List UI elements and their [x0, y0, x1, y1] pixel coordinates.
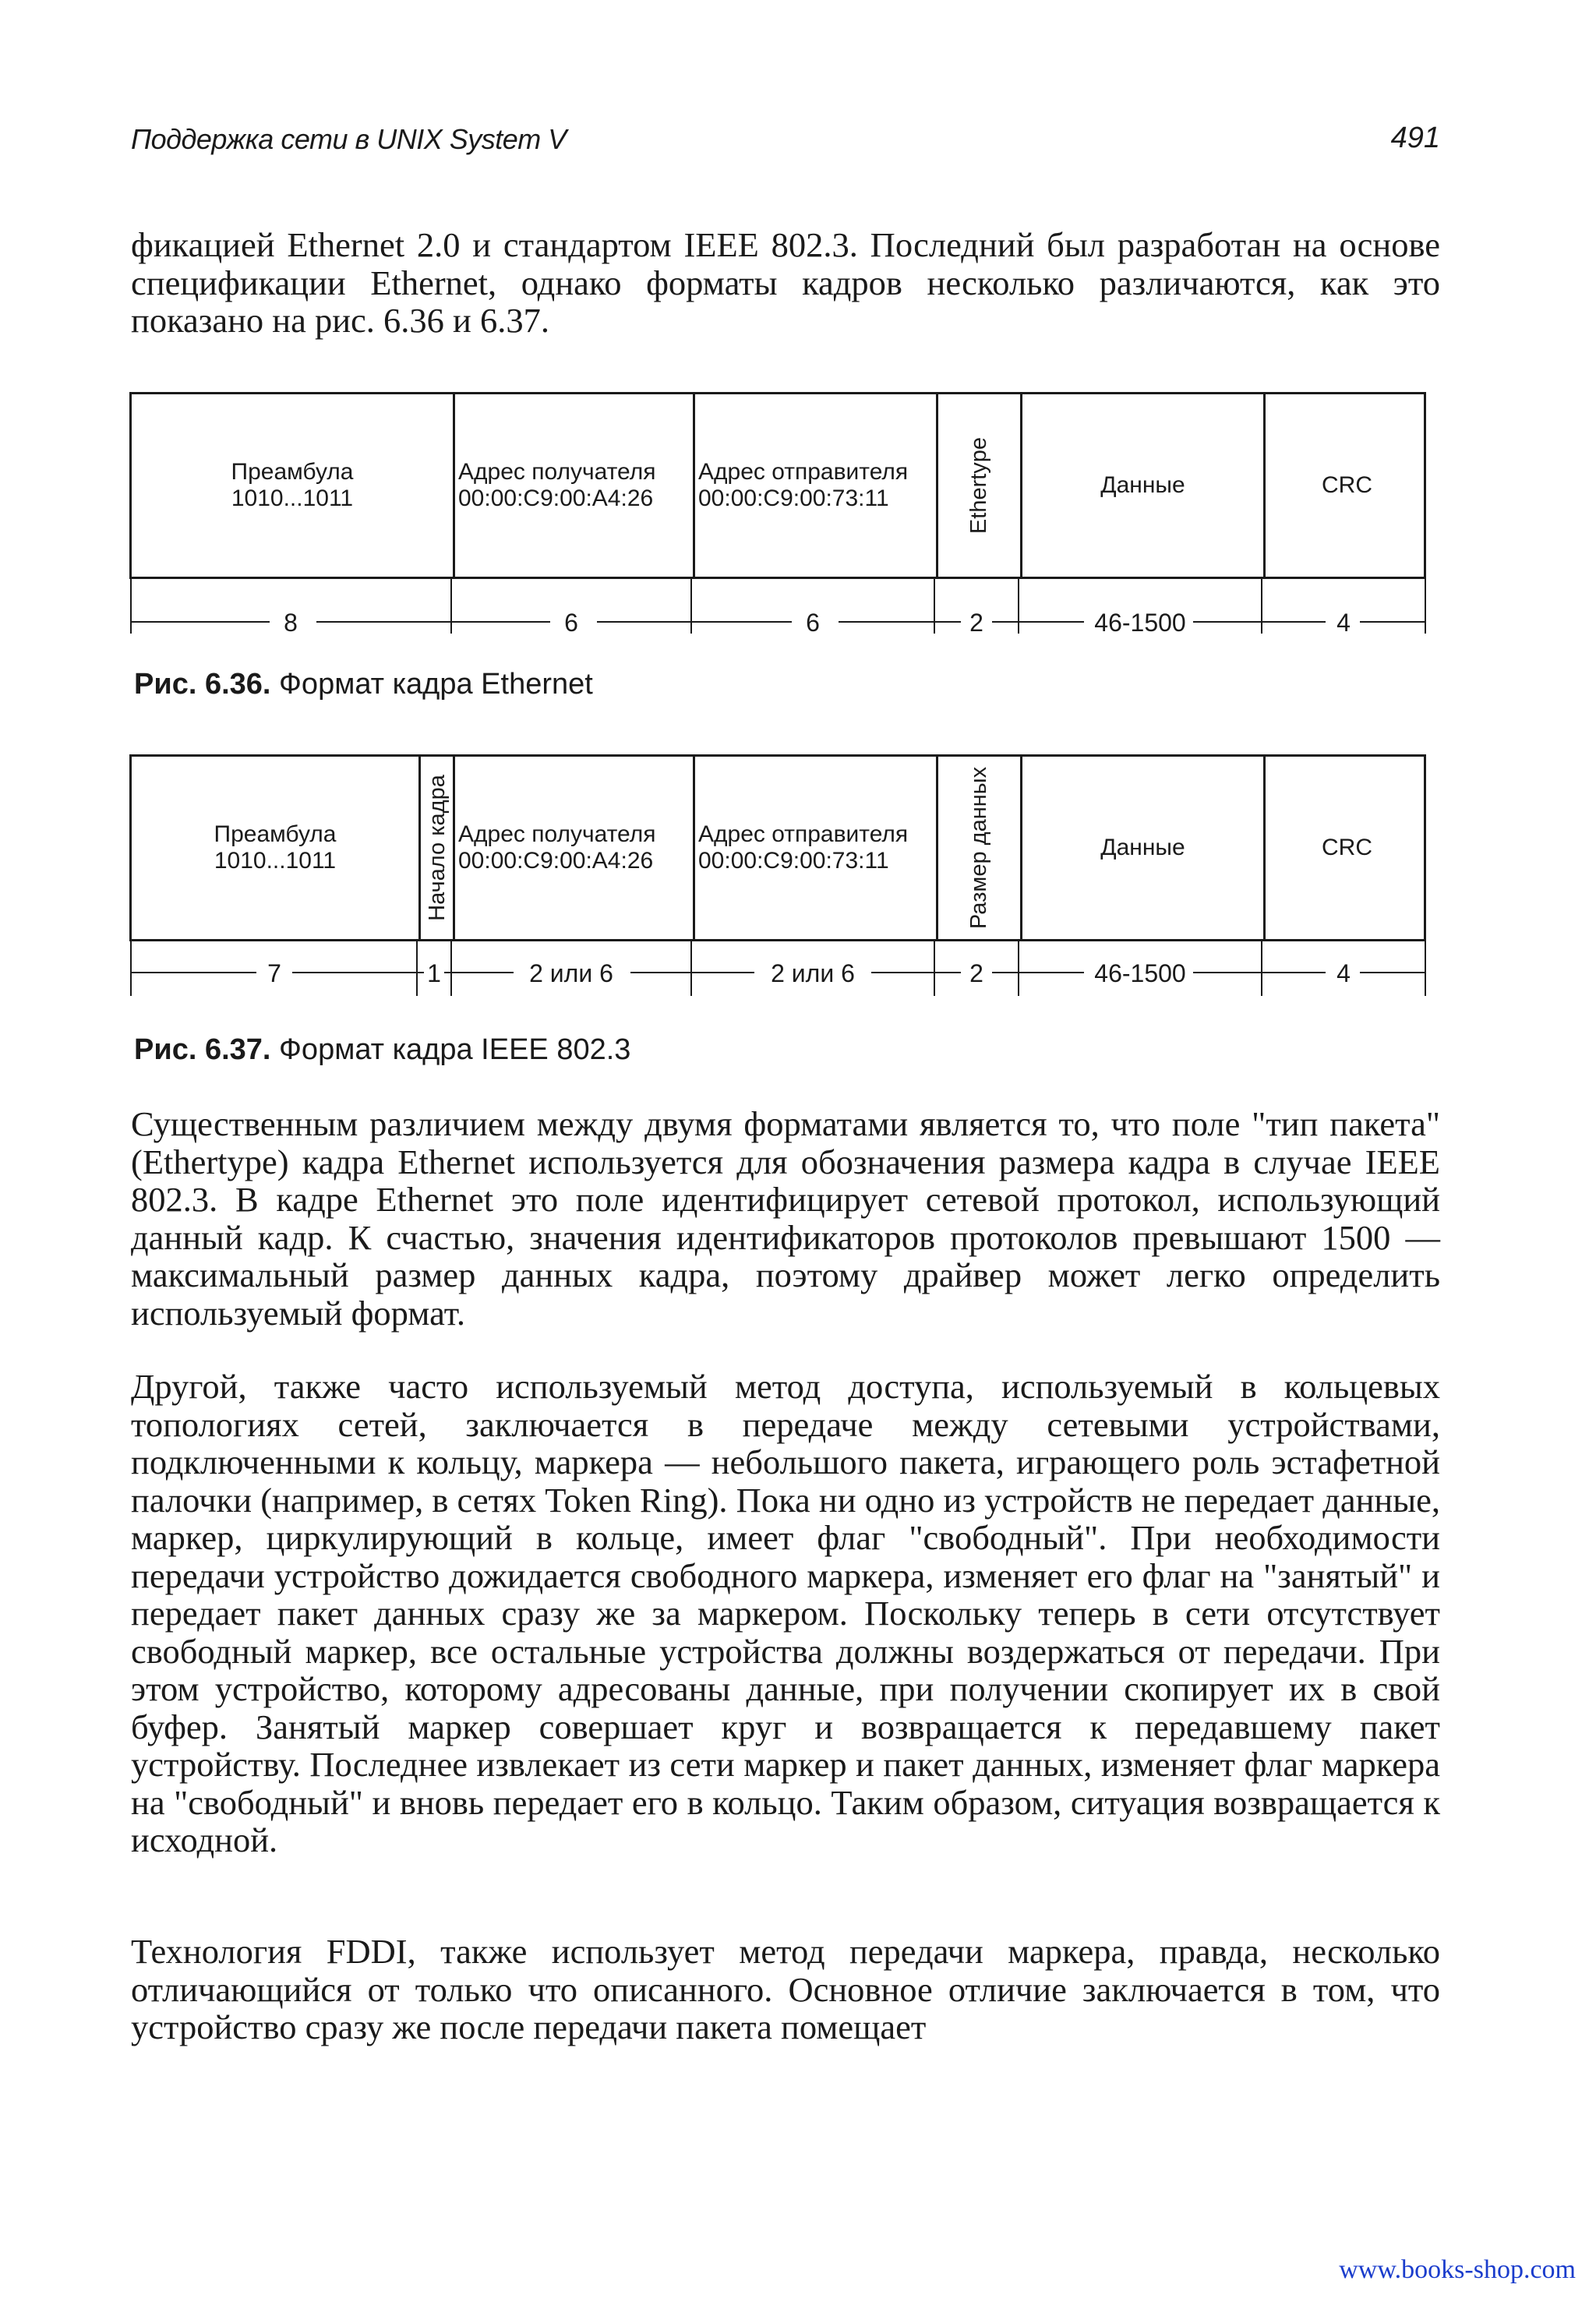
size-preamble: 7	[267, 959, 281, 987]
data-field: Данные	[1020, 394, 1263, 577]
size-destination: 2 или 6	[529, 959, 613, 987]
size-crc: 4	[1336, 609, 1351, 634]
crc-field: CRC	[1263, 394, 1428, 577]
preamble-field: Преамбула 1010...1011	[231, 459, 354, 511]
preamble-field: Преамбула 1010...1011	[214, 821, 337, 874]
field-size-dimensions	[129, 579, 1428, 634]
size-data: 46-1500	[1094, 609, 1186, 634]
crc-field: CRC	[1263, 757, 1428, 939]
paragraph-fddi: Технология FDDI, также использует метод передачи маркера, правда, несколько отличающийся от только что описанного. Основное отличие заключается в том, что устройство сразу же после передачи пакета помещает	[131, 1932, 1440, 2046]
size-source: 2 или 6	[771, 959, 855, 987]
paragraph-token-ring: Другой, также часто используемый метод доступа, используемый в кольцевых топологиях сетей, заключается в передаче между сетевыми устройствами, подключенными к кольцу, маркера — небольшого пакета, играющего роль эстафетной палочки (например, в сетях Token Ring). Пока ни одно из устройств не передает данные, маркер, циркулирующий в кольце, имеет флаг "свободный". При необходимости передачи устройство дожидается свободного маркера, изменяет его флаг на "занятый" и передает пакет данных сразу же за маркером. Поскольку теперь в сети отсутствует свободный маркер, все остальные устройства должны воздержаться от передачи. При этом устройство, которому адресованы данные, при получении скопирует их в свой буфер. Занятый маркер совершает круг и возвращается к передавшему пакет устройству. Последнее извлекает из сети маркер и пакет данных, изменяет флаг маркера на "свободный" и вновь передает его в кольцо. Таким образом, ситуация возвращается к исходной.	[131, 1367, 1440, 1859]
size-sfd: 1	[427, 959, 441, 987]
ieee-802-3-frame-diagram	[129, 754, 1426, 941]
page-number: 491	[1390, 122, 1440, 154]
figure-6-37	[129, 754, 1428, 1082]
paragraph-formats-difference: Существенным различием между двумя форматами является то, что поле "тип пакета" (Ethertype) кадра Ethernet используется для обозначения размера кадра в случае IEEE 802.3. В кадре Ethernet это поле идентифицирует сетевой протокол, использующий данный кадр. К счастью, значения идентификаторов протоколов превышают 1500 — максимальный размер данных кадра, поэтому драйвер может легко определить используемый формат.	[131, 1104, 1440, 1333]
start-frame-delimiter-field: Начало кадра	[418, 757, 453, 939]
size-data: 46-1500	[1094, 959, 1186, 987]
length-field: Размер данных	[936, 757, 1020, 939]
destination-address-field: Адрес получателя 00:00:C9:00:A4:26	[453, 394, 693, 577]
ethertype-field: Ethertype	[936, 394, 1020, 577]
running-head: Поддержка сети в UNIX System V	[131, 123, 567, 155]
figure-6-36-caption: Рис. 6.36. Формат кадра Ethernet	[134, 668, 593, 701]
data-field: Данные	[1020, 757, 1263, 939]
size-length: 2	[969, 959, 983, 987]
figure-6-36	[129, 392, 1428, 704]
source-address-field: Адрес отправителя 00:00:C9:00:73:11	[693, 757, 936, 939]
source-address-field: Адрес отправителя 00:00:C9:00:73:11	[693, 394, 936, 577]
size-source: 6	[806, 609, 820, 634]
destination-address-field: Адрес получателя 00:00:C9:00:A4:26	[453, 757, 693, 939]
size-destination: 6	[564, 609, 578, 634]
size-preamble: 8	[284, 609, 298, 634]
field-size-dimensions	[129, 941, 1428, 996]
size-crc: 4	[1336, 959, 1351, 987]
figure-6-37-caption: Рис. 6.37. Формат кадра IEEE 802.3	[134, 1033, 631, 1066]
ethernet-frame-diagram	[129, 392, 1426, 579]
size-ethertype: 2	[969, 609, 983, 634]
website-link[interactable]: www.books-shop.com	[1339, 2255, 1576, 2284]
paragraph-intro: фикацией Ethernet 2.0 и стандартом IEEE 802.3. Последний был разработан на основе спецификации Ethernet, однако форматы кадров несколько различаются, как это показано на рис. 6.36 и 6.37.	[131, 225, 1440, 340]
